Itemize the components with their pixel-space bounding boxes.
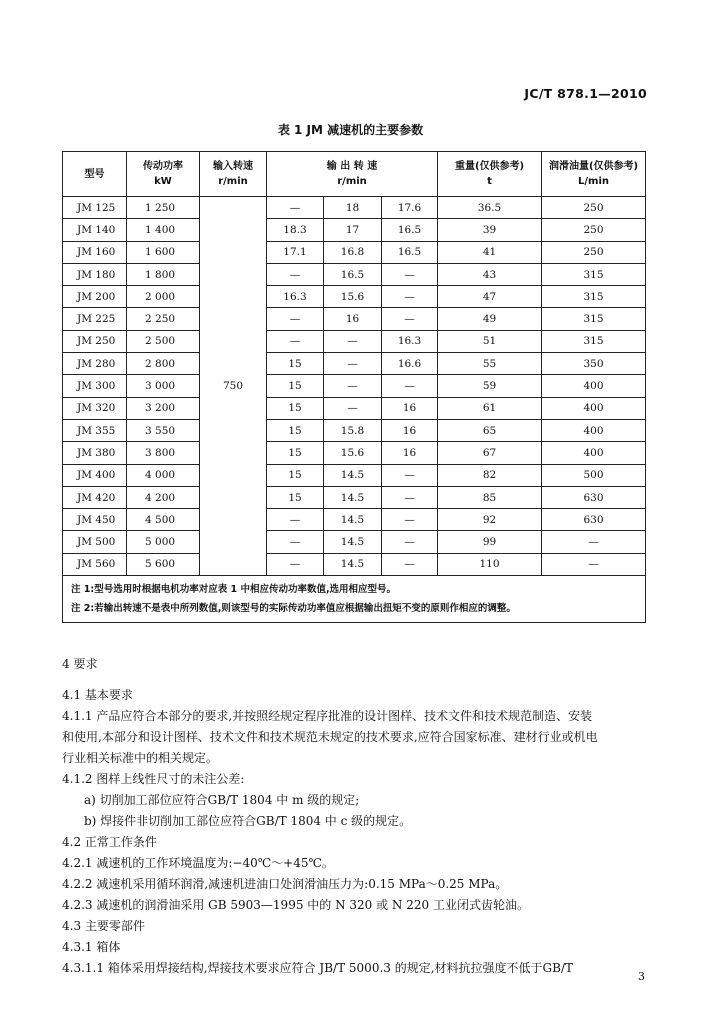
cell-oil: —	[542, 553, 646, 575]
cell-weight: 43	[438, 263, 542, 285]
table-row	[63, 419, 646, 441]
cell-s1: 18.3	[267, 219, 324, 241]
cell-power: 3 000	[127, 375, 200, 397]
cell-oil: 630	[542, 509, 646, 531]
cell-s2: —	[324, 397, 382, 419]
cell-weight: 47	[438, 286, 542, 308]
cell-model: JM 180	[63, 263, 127, 285]
cell-oil: 630	[542, 486, 646, 508]
table-row	[63, 464, 646, 486]
cell-s3: 16.6	[382, 353, 438, 375]
cell-s2: 15.6	[324, 286, 382, 308]
cell-s1: 15	[267, 486, 324, 508]
parameters-table	[62, 151, 646, 623]
cell-oil: —	[542, 531, 646, 553]
table-note-1: 注 1:型号选用时根据电机功率对应表 1 中相应传动功率数值,选用相应型号。	[71, 584, 397, 596]
table-notes	[63, 576, 646, 623]
cell-s1: —	[267, 263, 324, 285]
table-row	[63, 442, 646, 464]
cell-oil: 400	[542, 397, 646, 419]
subsection-heading: 4.2 正常工作条件	[62, 835, 157, 849]
table-row	[63, 531, 646, 553]
cell-s1: 15	[267, 419, 324, 441]
cell-s3: 17.6	[382, 197, 438, 219]
cell-power: 1 400	[127, 219, 200, 241]
cell-s2: —	[324, 375, 382, 397]
table-row	[63, 219, 646, 241]
cell-power: 4 200	[127, 486, 200, 508]
cell-power: 3 800	[127, 442, 200, 464]
cell-oil: 400	[542, 419, 646, 441]
cell-power: 4 500	[127, 509, 200, 531]
cell-power: 5 000	[127, 531, 200, 553]
cell-s2: 17	[324, 219, 382, 241]
cell-power: 1 600	[127, 241, 200, 263]
cell-s3: 16	[382, 442, 438, 464]
table-row	[63, 241, 646, 263]
paragraph-line: 4.1.2 图样上线性尺寸的未注公差:	[62, 772, 245, 786]
cell-weight: 41	[438, 241, 542, 263]
list-item: b) 焊接件非切削加工部位应符合GB/T 1804 中 c 级的规定。	[84, 814, 412, 828]
cell-power: 3 200	[127, 397, 200, 419]
cell-model: JM 450	[63, 509, 127, 531]
cell-power: 2 800	[127, 353, 200, 375]
table-header-row	[63, 152, 646, 197]
cell-model: JM 250	[63, 330, 127, 352]
cell-s1: 15	[267, 442, 324, 464]
cell-weight: 36.5	[438, 197, 542, 219]
cell-model: JM 355	[63, 419, 127, 441]
table-note-2: 注 2:若输出转速不是表中所列数值,则该型号的实际传动功率值应根据输出扭矩不变的原则作相应的调整。	[71, 603, 516, 615]
cell-s2: 15.8	[324, 419, 382, 441]
table-row	[63, 509, 646, 531]
standard-number: JC/T 878.1—2010	[524, 86, 647, 101]
cell-s3: —	[382, 509, 438, 531]
subsection-heading: 4.3 主要零部件	[62, 919, 145, 933]
cell-weight: 51	[438, 330, 542, 352]
cell-s2: 14.5	[324, 553, 382, 575]
paragraph-line: 4.2.1 减速机的工作环境温度为:−40℃～+45℃。	[62, 856, 334, 870]
cell-s1: 15	[267, 464, 324, 486]
cell-s3: 16.5	[382, 219, 438, 241]
cell-s3: —	[382, 308, 438, 330]
cell-oil: 315	[542, 330, 646, 352]
subsection-heading: 4.3.1 箱体	[62, 940, 121, 954]
page-number: 3	[638, 970, 645, 983]
cell-power: 1 250	[127, 197, 200, 219]
cell-s2: 14.5	[324, 464, 382, 486]
cell-s1: 15	[267, 397, 324, 419]
cell-oil: 315	[542, 263, 646, 285]
cell-power: 2 250	[127, 308, 200, 330]
cell-oil: 400	[542, 375, 646, 397]
cell-s1: —	[267, 553, 324, 575]
cell-s1: —	[267, 197, 324, 219]
paragraph-line: 4.3.1.1 箱体采用焊接结构,焊接技术要求应符合 JB/T 5000.3 的规定,材料抗拉强度不低于GB/T	[62, 961, 573, 975]
cell-power: 3 550	[127, 419, 200, 441]
cell-weight: 110	[438, 553, 542, 575]
cell-model: JM 500	[63, 531, 127, 553]
cell-s1: —	[267, 509, 324, 531]
table-notes-row	[63, 576, 646, 623]
cell-model: JM 400	[63, 464, 127, 486]
header-power: 传动功率 kW	[127, 152, 200, 197]
cell-s2: 18	[324, 197, 382, 219]
list-item: a) 切削加工部位应符合GB/T 1804 中 m 级的规定;	[84, 793, 360, 807]
subsection-heading: 4.1 基本要求	[62, 688, 133, 702]
cell-power: 5 600	[127, 553, 200, 575]
cell-model: JM 560	[63, 553, 127, 575]
cell-weight: 49	[438, 308, 542, 330]
cell-s3: —	[382, 553, 438, 575]
table-row	[63, 397, 646, 419]
cell-weight: 59	[438, 375, 542, 397]
paragraph-line: 和使用,本部分和设计图样、技术文件和技术规范未规定的技术要求,应符合国家标准、建材行业或机电	[62, 730, 598, 744]
cell-s3: —	[382, 464, 438, 486]
table-row	[63, 197, 646, 219]
cell-s1: 16.3	[267, 286, 324, 308]
cell-oil: 250	[542, 219, 646, 241]
cell-s1: 17.1	[267, 241, 324, 263]
paragraph-line: 4.2.2 减速机采用循环润滑,减速机进油口处润滑油压力为:0.15 MPa～0.25 MPa。	[62, 877, 508, 891]
cell-weight: 85	[438, 486, 542, 508]
cell-s1: —	[267, 308, 324, 330]
cell-oil: 315	[542, 308, 646, 330]
paragraph-line: 行业相关标准中的相关规定。	[62, 751, 219, 765]
cell-s1: —	[267, 531, 324, 553]
cell-s3: —	[382, 486, 438, 508]
paragraph-line: 4.2.3 减速机的润滑油采用 GB 5903—1995 中的 N 320 或 N 220 工业闭式齿轮油。	[62, 898, 529, 912]
cell-oil: 350	[542, 353, 646, 375]
header-weight: 重量(仅供参考) t	[438, 152, 542, 197]
cell-power: 2 500	[127, 330, 200, 352]
cell-s2: 14.5	[324, 509, 382, 531]
table-row	[63, 263, 646, 285]
cell-weight: 67	[438, 442, 542, 464]
cell-model: JM 280	[63, 353, 127, 375]
cell-oil: 400	[542, 442, 646, 464]
cell-s3: 16.3	[382, 330, 438, 352]
table-row	[63, 375, 646, 397]
cell-model: JM 225	[63, 308, 127, 330]
cell-power: 2 000	[127, 286, 200, 308]
cell-model: JM 420	[63, 486, 127, 508]
header-oil: 润滑油量(仅供参考) L/min	[542, 152, 646, 197]
table-row	[63, 353, 646, 375]
table-row	[63, 553, 646, 575]
cell-weight: 92	[438, 509, 542, 531]
cell-oil: 250	[542, 241, 646, 263]
table-row	[63, 308, 646, 330]
cell-s2: —	[324, 330, 382, 352]
cell-weight: 65	[438, 419, 542, 441]
paragraph-line: 4.1.1 产品应符合本部分的要求,并按照经规定程序批准的设计图样、技术文件和技术规范制造、安装	[62, 709, 593, 723]
cell-s1: 15	[267, 375, 324, 397]
cell-s3: 16	[382, 397, 438, 419]
cell-weight: 61	[438, 397, 542, 419]
cell-s1: —	[267, 330, 324, 352]
header-input-speed: 输入转速 r/min	[200, 152, 267, 197]
cell-s3: 16.5	[382, 241, 438, 263]
section-heading: 4 要求	[62, 657, 98, 671]
cell-input-speed: 750	[200, 197, 267, 576]
cell-oil: 500	[542, 464, 646, 486]
cell-s2: 14.5	[324, 531, 382, 553]
table-row	[63, 330, 646, 352]
header-model: 型号	[63, 152, 127, 197]
cell-model: JM 380	[63, 442, 127, 464]
cell-model: JM 160	[63, 241, 127, 263]
cell-s3: —	[382, 263, 438, 285]
header-output-speed: 输 出 转 速 r/min	[267, 152, 438, 197]
cell-oil: 315	[542, 286, 646, 308]
cell-weight: 55	[438, 353, 542, 375]
cell-s2: 16.5	[324, 263, 382, 285]
table-row	[63, 486, 646, 508]
cell-s2: —	[324, 353, 382, 375]
cell-s2: 14.5	[324, 486, 382, 508]
cell-weight: 99	[438, 531, 542, 553]
cell-s3: —	[382, 531, 438, 553]
cell-model: JM 200	[63, 286, 127, 308]
cell-model: JM 320	[63, 397, 127, 419]
table-caption: 表 1 JM 减速机的主要参数	[277, 123, 424, 137]
table-row	[63, 286, 646, 308]
cell-weight: 82	[438, 464, 542, 486]
cell-s2: 15.6	[324, 442, 382, 464]
cell-model: JM 125	[63, 197, 127, 219]
cell-model: JM 140	[63, 219, 127, 241]
cell-s2: 16.8	[324, 241, 382, 263]
cell-s1: 15	[267, 353, 324, 375]
cell-model: JM 300	[63, 375, 127, 397]
cell-s3: —	[382, 375, 438, 397]
cell-s2: 16	[324, 308, 382, 330]
cell-power: 1 800	[127, 263, 200, 285]
cell-s3: 16	[382, 419, 438, 441]
cell-oil: 250	[542, 197, 646, 219]
cell-weight: 39	[438, 219, 542, 241]
cell-s3: —	[382, 286, 438, 308]
cell-power: 4 000	[127, 464, 200, 486]
